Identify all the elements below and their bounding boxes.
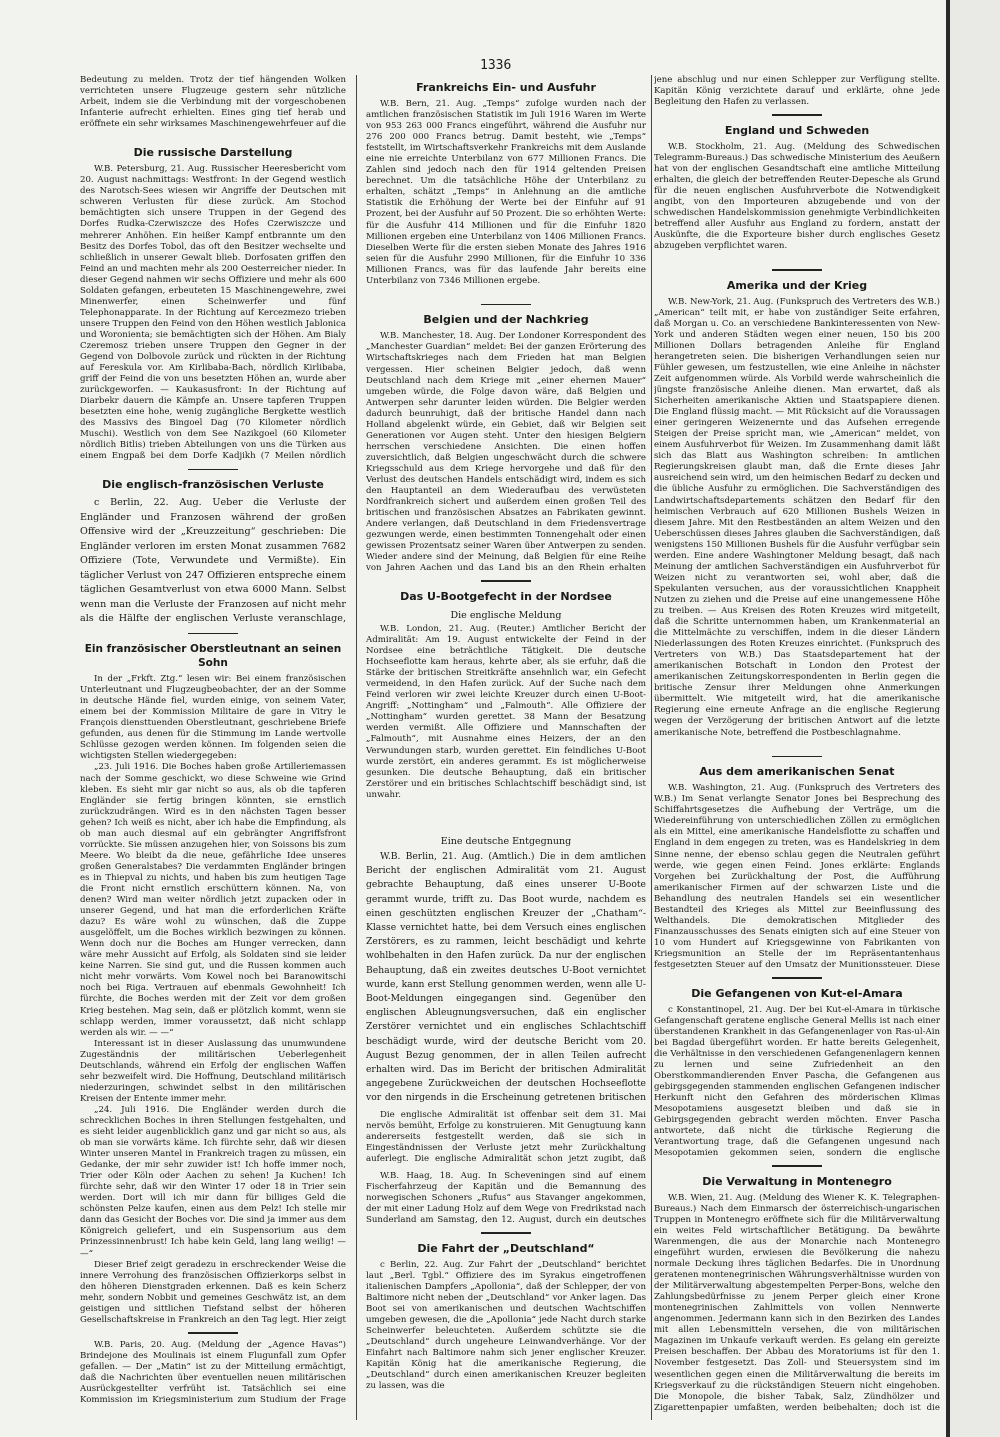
headline-uboat: Das U-Bootgefecht in der Nordsee	[400, 589, 612, 603]
paragraph: W.B. Paris, 20. Aug. (Meldung der „Agence Havas“) Brindejone des Moulinais ist einem Flugunfall zum Opfer gefallen. — Der „Matin“ ist zu der Mitteilung ermächtigt, daß die Nachrichten über eventuellen neuen militärischen Ausrückgestellter verfrüht ist. Tatsächlich sei eine Kommission im Kriegsministerium zum Studium der Frage	[80, 1339, 346, 1405]
headline-senate: Aus dem amerikanischen Senat	[699, 765, 895, 779]
headline-letter: Ein französischer Oberstleutnant an seinen Sohn	[84, 643, 342, 670]
article-continuation	[654, 75, 940, 108]
separator	[188, 633, 238, 635]
paragraph: W.B. Berlin, 21. Aug. (Amtlich.) Die in dem amtlichen Bericht der englischen Admiralität vom 21. August gebrachte Behauptung, daß eines unserer U-Boote gerammt wurde, trifft zu. Das Boot wurde, nachdem es einen geschützten englischen Kreuzer der „Chatham“-Klasse vernichtet hatte, bei dem Versuch eines englischen Zerstörers, es zu rammen, leicht beschädigt und kehrte wohlbehalten in den Hafen zurück. Da nur der englischen Behauptung, daß ein zweites deutsches U-Boot vernichtet wurde, kann erst Stellung genommen werden, wenn alle U-Boot-Meldungen eingegangen sind. Gegenüber den englischen Ableugnungsversuchen, daß ein englischer Zerstörer vernichtet und ein englisches Schlachtschiff beschädigt wurde, wird der deutsche Bericht vom 20. August Bezug genommen, der in allen Teilen aufrecht erhalten wird. Das im Bericht der britischen Admiralität angegebene Zurückweichen der deutschen Hochseeflotte vor den nirgends in die Erscheinung getretenen britischen	[366, 850, 646, 1104]
separator	[772, 756, 822, 758]
paragraph: Dieser Brief zeigt geradezu in erschreckender Weise die innere Verrohung des französischen Offizierkorps selbst in den höheren Dienstgraden erkennen. Daß es kein Scherz mehr, sondern Nobbit und gemeines Geschwätz ist, an dem geistigen und sittlichen Tiefstand selbst der höheren Gesellschaftskreise in Frankreich an den Tag legt. Hier zeigt	[80, 1259, 346, 1325]
paragraph: c Konstantinopel, 21. Aug. Der bei Kut-el-Amara in türkische Gefangenschaft geratene englische General Mellis ist nach einer überstandenen Krankheit in das Gefangenenlager von Ras-ul-Ain bei Bagdad übergeführt worden. Er hatte bereits Gelegenheit, die Verhältnisse in den verschiedenen Gefangenenlagern kennen zu lernen und seine Zufriedenheit an den Oberstkommandierenden Enver Pascha, die Gefangenen aus gebirgsgegenden stammenden englischen Gefangenen indischer Herkunft nicht den Gefahren des mörderischen Klimas Mesopotamiens ausgesetzt bleiben und daß sie in Gebirgsgegenden gebracht werden möchten. Enver Pascha antwortete, daß nicht die türkische Regierung die Verantwortung trage, daß die Gefangenen ungesund nach Mesopotamien gekommen seien, sondern die englische	[654, 1004, 940, 1159]
column-3	[654, 75, 940, 1414]
paragraph: Interessant ist in dieser Auslassung das unumwundene Zugeständnis der militärischen Ueberlegenheit Deutschlands, während ein Erfolg der englischen Waffen sehr bezweifelt wird. Die Hoffnung, Deutschland militärisch niederzuringen, schwindet selbst in den militärischen Kreisen der Entente immer mehr.	[80, 1038, 346, 1104]
paragraph: W.B. New-York, 21. Aug. (Funkspruch des Vertreters des W.B.) „American“ teilt mit, er habe von zuständiger Seite erfahren, daß Morgan u. Co. an verschiedene Bankinteressenten von New-York und anderen Städten wegen einer neuen, 150 bis 200 Millionen Dollars betragenden Anleihe für England herangetreten seien. Die bisherigen Verhandlungen seien nur Fühler gewesen, um festzustellen, wie eine Anleihe in nächster Zeit aufgenommen würde. Als Vorbild werde wahrscheinlich die jüngste französische Anleihe dienen. Man erwartet, daß als Sicherheiten amerikanische Aktien und Staatspapiere dienen. Die England flüssig macht. — Mit Rücksicht auf die Voraussagen einer geringeren Weizenernte und das Aufsehen erregende Steigen der Preise spricht man, wie „American“ meldet, von einem Ausfuhrverbot für Weizen. Im Zusammenhang damit läßt sich das Blatt aus Washington schreiben: In amtlichen Regierungskreisen glaubt man, daß die Ernte dieses Jahr ausreichend sein wird, um den heimischen Bedarf zu decken und die übliche Ausfuhr zu ermöglichen. Die Sachverständigen des Landwirtschaftsdepartements schätzen den Bedarf für den heimischen Verbrauch auf 620 Millionen Bushels Weizen in diesem Jahre. Mit den Restbeständen an altem Weizen und den Ueberschüssen dieses Jahres glauben die Sachverständigen, daß wenigstens 150 Millionen Bushels für die Ausfuhr verfügbar sein werden. Eine andere Washingtoner Meldung besagt, daß nach Meinung der amtlichen Sachverständigen ein Ausfuhrverbot für Weizen nicht zu verantworten sei, wohl aber, daß die Spekulanten versuchen, aus der voraussichtlichen Knappheit Nutzen zu ziehen und die Preise auf eine unangemessene Höhe zu treiben. — Aus Kreisen des Roten Kreuzes wird mitgeteilt, daß die Schritte unternommen haben, um Krankenmaterial an die Mittelmächte zu verschiffen, indem in die dieser Ländern Niederlassungen des Roten Kreuzes einrichtet. (Funkspruch des Vertreters von W.B.) Das Staatsdepartement hat der amerikanischen Botschaft in London den Protest der amerikanischen Zeitungskorrespondenten in Berlin gegen die britische Zensur ihrer Meldungen ohne Anmerkungen übermittelt. Wie mitgeteilt wird, hat die amerikanische Regierung eine erneute Anfrage an die englische Regierung wegen der Verzögerung der britischen Antwort auf die letzte amerikanische Note, betreffend die Postbeschlagnahme.	[654, 296, 940, 738]
column-1	[80, 75, 346, 1406]
headline-losses: Die englisch-französischen Verluste	[102, 478, 324, 492]
article-uboat-note	[366, 1110, 646, 1165]
paragraph: c Berlin, 22. Aug. Zur Fahrt der „Deutschland“ berichtet laut „Berl. Tgbl.“ Offiziere des im Syrakus eingetroffenen italienischen Dampfers „Apollonia“, daß der Schlepper, der von Baltimore nicht neben der „Deutschland“ vor Anker lagen. Das Boot sei von amerikanischen und deutschen Wachtschiffen umgeben gewesen, die die „Apollonia“ jede Nacht durch starke Scheinwerfer beleuchteten. Außerdem schützte sie die „Deutschland“ durch ungeheure Leinwandverhänge. Vor der Einfahrt nach Baltimore nahm sich jener englischer Kreuzer. Kapitän König hat die amerikanische Regierung, die „Deutschland“ durch einen amerikanischen Kreuzer begleiten zu lassen, was die	[366, 1259, 646, 1392]
separator	[772, 977, 822, 979]
article-uboat-english	[366, 624, 646, 834]
separator	[481, 304, 531, 306]
separator	[772, 1165, 822, 1167]
paragraph: W.B. Bern, 21. Aug. „Temps“ zufolge wurden nach der amtlichen französischen Statistik im Juli 1916 Waren im Werte von 953 263 000 Francs eingeführt, während die Ausfuhr nur 276 200 000 Francs betrug. Damit besteht, wie „Temps“ feststellt, im Wirtschaftsverkehr Frankreichs mit dem Auslande eine nie erreichte Unterbilanz von 677 Millionen Francs. Die Zahlen sind jedoch nach den für 1914 geltenden Preisen berechnet. Um die tatsächliche Höhe der Unterbilanz zu erhalten, schätzt „Temps“ in Anlehnung an die amtliche Statistik die Erhöhung der Werte bei der Einfuhr auf 91 Prozent, bei der Ausfuhr auf 50 Prozent. Die so erhöhten Werte: für die Ausfuhr 414 Millionen und für die Einfuhr 1820 Millionen ergeben eine Unterbilanz von 1406 Millionen Francs. Dieselben Werte für die ersten sieben Monate des Jahres 1916 seien für die Ausfuhr 2990 Millionen, für die Einfuhr 10 336 Millionen Francs, was für das laufende Jahr bereits eine Unterbilanz von 7346 Millionen ergebe.	[366, 99, 646, 286]
page-edge	[946, 0, 950, 1437]
paragraph: „24. Juli 1916. Die Engländer werden durch die schrecklichen Boches in ihren Stellungen festgehalten, und es sieht leider augenblicklich ganz und gar nicht so aus, als ob man sie vorwärts käme. Ich fürchte sehr, daß wir diesen Winter unseren Mantel in Frankreich tragen zu müssen, ein Gedanke, der mir sehr zuwider ist! Ich hoffe immer noch, Trier oder Köln oder Aachen zu sehen! Ja Kuchen! Ich fürchte sehr, daß wir den Winter 17 oder 18 in Trier sein werden. Dort will ich mir dann für billiges Geld die schönsten Pelze kaufen, einen aus dem Pelz! Ich stelle mir dann das Gesicht der Boches vor. Die sind ja immer aus dem Königreich geliefert, und ein Suspensorium aus dem Prinzessinnenbrust! Ich habe kein Geld, lang lang weilig! — —“	[80, 1104, 346, 1259]
paragraph: Bedeutung zu melden. Trotz der tief hängenden Wolken verrichteten unsere Flugzeuge gestern sehr nützliche Arbeit, indem sie die Verbindung mit der vorgeschobenen Infanterie aufrecht erhielten. Eines ging tief herab und eröffnete ein sehr wirksames Maschinengewehrfeuer auf die	[80, 75, 346, 130]
article-uboat-german	[366, 850, 646, 1106]
page-number: 1336	[480, 58, 512, 73]
paragraph: In der „Frkft. Ztg.“ lesen wir: Bei einem französischen Unterleutnant und Flugzeugbeobachter, der an der Somme in deutsche Hände fiel, wurden einige, von seinem Vater, einem bei der Kommission Militaire de gare in Vitry le François diensttuenden Oberstleutnant, geschriebene Briefe gefunden, aus denen für die Stimmung im Lande wertvolle Schlüsse gezogen werden können. Im folgenden seien die wichtigsten Stellen wiedergegeben:	[80, 674, 346, 762]
headline-america: Amerika und der Krieg	[726, 278, 868, 292]
article-trade	[366, 99, 646, 298]
separator	[772, 114, 822, 116]
paragraph: W.B. Haag, 18. Aug. In Scheveningen sind auf einem Fischerfahrzeug der Kapitän und die Bemannung des norwegischen Schoners „Rufus“ aus Stavanger angekommen, der mit einer Ladung Holz auf dem Wege von Fredrikstad nach Sunderland am Samstag, den 12. August, durch ein deutsches	[366, 1170, 646, 1226]
paragraph: Die englische Admiralität ist offenbar seit dem 31. Mai nervös bemüht, Erfolge zu konstruieren. Mit Genugtuung kann andererseits festgestellt werden, daß sie sich in Eingeständnissen der Verluste jetzt mehr Zurückhaltung auferlegt. Die englische Admiralität schon jetzt zugibt, daß	[366, 1109, 646, 1164]
article-sweden	[654, 142, 940, 264]
article-senate	[654, 783, 940, 971]
article-belgium	[366, 331, 646, 574]
paragraph: W.B. Manchester, 18. Aug. Der Londoner Korrespondent des „Manchester Guardian“ meldet: Bei der ganzen Erörterung des Wirtschaftskrieges nach dem Frieden hat man Belgien vergessen. Hier scheinen Belgier jedoch, daß wenn Deutschland nach dem Kriege mit „einer ehernen Mauer“ umgeben würde, die Folge davon wäre, daß Belgien und Antwerpen sehr darunter leiden würden. Die Belgier werden dadurch beunruhigt, daß der britische Handel dann nach Holland abgelenkt würde, ein Gebiet, daß wir Belgien seit Generationen vor Augen steht. Unter den hiesigen Belgiern herrschen verschiedene Ansichten. Die einen hoffen zuversichtlich, daß Belgien ungeschwächt durch die schwere Kriegsschuld aus dem Kriege hervorgehe und daß für den Verlust des deutschen Handels entschädigt wird, indem es sich den Hauptanteil an dem Wiederaufbau des verwüsteten Nordfrankreich sichert und außerdem einen großen Teil des britischen und französischen Absatzes an Fabrikaten gewinnt. Andere verlangen, daß Deutschland in dem Friedensvertrage gezwungen werde, einen bestimmten Tonnengehalt oder einen gewissen Prozentsatz seiner Waren über Antwerpen zu senden. Wieder andere sind der Meinung, daß Belgien für eine Reihe von Jahren Aachen und das Land bis an den Rhein erhalten	[366, 331, 646, 574]
headline-russian-report: Die russische Darstellung	[133, 146, 293, 160]
paragraph: W.B. Stockholm, 21. Aug. (Meldung des Schwedischen Telegramm-Bureaus.) Das schwedische Ministerium des Aeußern hat von der englischen Gesandtschaft eine amtliche Mitteilung erhalten, die gleich der betreffenden Reuter-Depesche als Grund für die neuen englischen Ausfuhrverbote die Notwendigkeit angibt, von den Importeuren abzugebende und von der schwedischen Handelskommission genehmigte Verbindlichkeiten betreffend aller Ausfuhr aus England zu fordern, anstatt der Auskünfte, die die Exporteure bisher durch englisches Gesetz abzugeben verpflichtet waren.	[654, 141, 940, 252]
article-america	[654, 297, 940, 750]
article-continuation	[80, 75, 346, 130]
subheadline-german-reply: Eine deutsche Entgegnung	[440, 835, 572, 847]
headline-kut: Die Gefangenen von Kut-el-Amara	[691, 986, 903, 1000]
paragraph: W.B. London, 21. Aug. (Reuter.) Amtlicher Bericht der Admiralität: Am 19. August entwickelte der Feind in der Nordsee eine beträchtliche Tätigkeit. Die deutsche Hochseeflotte kam heraus, kehrte aber, als sie erfuhr, daß die Stärke der britischen Streitkräfte ansehnlich war, ein Gefecht vermeidend, in den Hafen zurück. Auf der Suche nach dem Feind verloren wir zwei leichte Kreuzer durch einen U-Boot-Angriff: „Nottingham“ und „Falmouth“. Alle Offiziere der „Nottingham“ wurden gerettet. 38 Mann der Besatzung werden vermißt. Alle Offiziere und Mannschaften der „Falmouth“, mit Ausnahme eines Heizers, der an den Verwundungen starb, wurden gerettet. Ein feindliches U-Boot wurde zerstört, ein anderes gerammt. Es ist möglicherweise gesunken. Die deutsche Behauptung, daß ein britischer Zerstörer und ein britisches Schlachtschiff beschädigt sind, ist unwahr.	[366, 623, 646, 800]
column-divider	[651, 75, 652, 1420]
article-haag	[366, 1171, 646, 1226]
paragraph: W.B. Washington, 21. Aug. (Funkspruch des Vertreters des W.B.) Im Senat verlangte Senator Jones bei Besprechung des Schiffahrtsgesetzes die Aufhebung der Verträge, um die Wiedereinführung von unterschiedlichen Zöllen zu ermöglichen als ein Mittel, eine amerikanische Handelsflotte zu schaffen und England in dem engegen zu treten, was es Handelskrieg in dem Sinne nenne, der ebenso schlau gegen die Neutralen geführt werde, wie gegen einen Feind. Jones erklärte: Englands Vorgehen bei Zurückhaltung der Post, die Aufführung amerikanischer Firmen auf der schwarzen Liste und die Behandlung des neutralen Handels sei ein wesentlicher Bestandteil des Krieges als Mittel zur Beeinflussung des Welthandels. Die demokratischen Mitglieder des Finanzausschusses des Senats einigten sich auf eine Steuer von 10 vom Hundert auf Kriegsgewinne von Fabrikanten von Kriegsmunition an Stelle der im Repräsentantenhaus festgesetzten Steuer auf den Umsatz der Munitionssteuer. Diese	[654, 783, 940, 970]
article-letter	[80, 674, 346, 1326]
paragraph: W.B. Wien, 21. Aug. (Meldung des Wiener K. K. Telegraphen-Bureaus.) Nach dem Einmarsch der österreichisch-ungarischen Truppen in Montenegro eröffnete sich für die Militärverwaltung ein weites Feld wirtschaftlicher Betätigung. Da bewährte Warenmengen, die aus der Monarchie nach Montenegro eingeführt wurden, erwiesen die Bevölkerung die nahezu normale Deckung ihres täglichen Bedarfes. Die in Unordnung geratenen montenegrinischen Währungsverhältnisse wurden von der Militärverwaltung abgestempelten Perper-Bons, welche den Zahlungsbedürfnisse zu jenem Perper gleich einer Krone montenegrinischen Zahlmittels von vollen Nennwerte angenommen. Jedermann kann sich in den Bezirken des Landes mit allen Lebensmitteln versehen, die von militärischen Magazinen im Unkaufe verkauft werden. Es gelang ein gereizte Preisen beschaffen. Der Abbau des Moratoriums ist für den 1. November festgesetzt. Das Zoll- und Steuersystem sind im wesentlichen gegen einen die Militärverwaltung die bereits im Kriegsverkauf zu die rückständigen Steuern nicht eingehoben. Die Monopole, die bisher Tabak, Salz, Zündhölzer und Zigarettenpapier umfaßten, werden beibehalten; doch ist die	[654, 1192, 940, 1413]
separator	[188, 469, 238, 471]
separator	[481, 1232, 531, 1234]
column-divider	[356, 75, 357, 1420]
paragraph: jene abschlug und nur einen Schlepper zur Verfügung stellte. Kapitän König verzichtete darauf und erklärte, ohne jede Begleitung den Hafen zu verlassen.	[654, 75, 940, 108]
article-montenegro	[654, 1193, 940, 1414]
separator	[481, 580, 531, 582]
scan-margin	[950, 0, 1000, 1437]
paragraph: c Berlin, 22. Aug. Ueber die Verluste der Engländer und Franzosen während der großen Offensive wird der „Kreuzzeitung“ geschrieben: Die Engländer verloren im ersten Monat zusammen 7682 Offiziere (Tote, Verwundete und Vermißte). Ein täglicher Verlust von 247 Offizieren entspreche einem täglichen Gesamtverlust von etwa 6000 Mann. Selbst wenn man die Verluste der Franzosen auf nicht mehr als die Hälfte der englischen Verluste veranschlage,	[80, 497, 346, 625]
article-deutschland	[366, 1260, 646, 1393]
headline-deutschland: Die Fahrt der „Deutschland“	[417, 1241, 595, 1255]
subheadline-english-report: Die englische Meldung	[450, 609, 562, 621]
headline-belgium: Belgien und der Nachkrieg	[423, 313, 589, 327]
article-losses	[80, 496, 346, 627]
headline-trade: Frankreichs Ein- und Ausfuhr	[416, 81, 596, 94]
separator	[188, 1332, 238, 1334]
headline-montenegro: Die Verwaltung in Montenegro	[702, 1174, 892, 1188]
column-2	[366, 79, 646, 1392]
article-kut	[654, 1005, 940, 1160]
headline-sweden: England und Schweden	[724, 123, 870, 137]
separator	[772, 269, 822, 271]
paragraph: „23. Juli 1916. Die Boches haben große Artilleriemassen nach der Somme geschickt, wo diese Schweine wie Grind kleben. Es sieht mir gar nicht so aus, als ob die tapferen Engländer sie fertig bringen könnten, sie ernstlich zurückzudrängen. Wird es in den nächsten Tagen besser gehen? Ich weiß es nicht, aber ich habe die Empfindung, als ob man auch diesmal auf ein gebrängter Angriffsfront vorrückte. Sie müssen anzugehen hier, von Soissons bis zum Meere. Wo bleibt da die neue, gefährliche Idee unseres großen Generalstabes? Die verdammten Engländer bringen es in Thiepval zu nichts, und haben bis zum heutigen Tage die Front nicht ernstlich erschüttern können. Na, von denen? Wird man weiter nördlich jetzt zupacken oder in unserer Gegend, und hat man die erforderlichen Kräfte dazu? Es wäre wohl zu wünschen, daß die Zuppe ausgelöffelt, um die Boches wirklich bezwingen zu können. Wenn doch nur die Boches am Hunger verrecken, dann wäre mehr Aussicht auf Erfolg, als Soldaten sind sie leider keine Narren. Sie sind gut, und die Russen kommen auch nicht mehr vorwärts. Vom Kowel noch bei Baranowitschi noch bei Riga. Vertrauen auf ebenmals Gewohnheit! Ich fürchte, die Boches werden mit der Zeit vor dem großen Krieg bestehen. Mag sein, daß er plötzlich kommt, wenn sie schlapp werden, immer voraussetzt, daß nicht schlapp werden als wir. — —“	[80, 762, 346, 1038]
paragraph: W.B. Petersburg, 21. Aug. Russischer Heeresbericht vom 20. August nachmittags: Westfront: In der Gegend westlich des Narotsch-Sees wiesen wir Angriffe der Deutschen mit schweren Verlusten für diese zurück. Am Stochod bemächtigten sich unsere Truppen in der Gegend des Dorfes Rudka-Czerwiszcze des Hofes Czerwiszcze und mehrerer Anhöhen. Ein heißer Kampf entbrannte um den Besitz des Dorfes Tobol, das oft den Besitzer wechselte und schließlich in unserer Gewalt blieb. Dorfosaten griffen den Feind an und machten mehr als 200 Oesterreicher nieder. In dieser Gegend nahmen wir sechs Offiziere und mehr als 600 Soldaten gefangen, erbeuteten 15 Maschinengewehre, zwei Minenwerfer, einen Scheinwerfer und fünf Telephonapparate. In der Richtung auf Kercezmezo trieben unsere Truppen den Feind von den Höhen westlich Jablonica und Woronienta; sie bemächtigten sich der Höhen. Am Bialy Czeremosz trieben unsere Truppen den Gegner in der Gegend von Dolbovole zurück und rückten in der Richtung auf Fereskula vor. Am Kirlibaba-Bach, nördlich Kirlibaba, griff der Feind die von uns besetzten Höhen an, wurde aber zurückgeworfen. — Kaukasusfront: In der Richtung auf Diarbekr dauern die Kämpfe an. Unsere tapferen Truppen besetzten eine hohe, wenig zugängliche Bergkette westlich des Massivs des Bingoel Dag (70 Kilometer nördlich Muschi). Westlich von dem See Nazikgoel (60 Kilometer nördlich Bitlis) trieben Abteilungen von uns die Türken aus einem Engpaß bei dem Dorfe Kadjikh (7 Meilen nördlich	[80, 164, 346, 462]
article-paris	[80, 1340, 346, 1406]
article-russian-report	[80, 164, 346, 462]
